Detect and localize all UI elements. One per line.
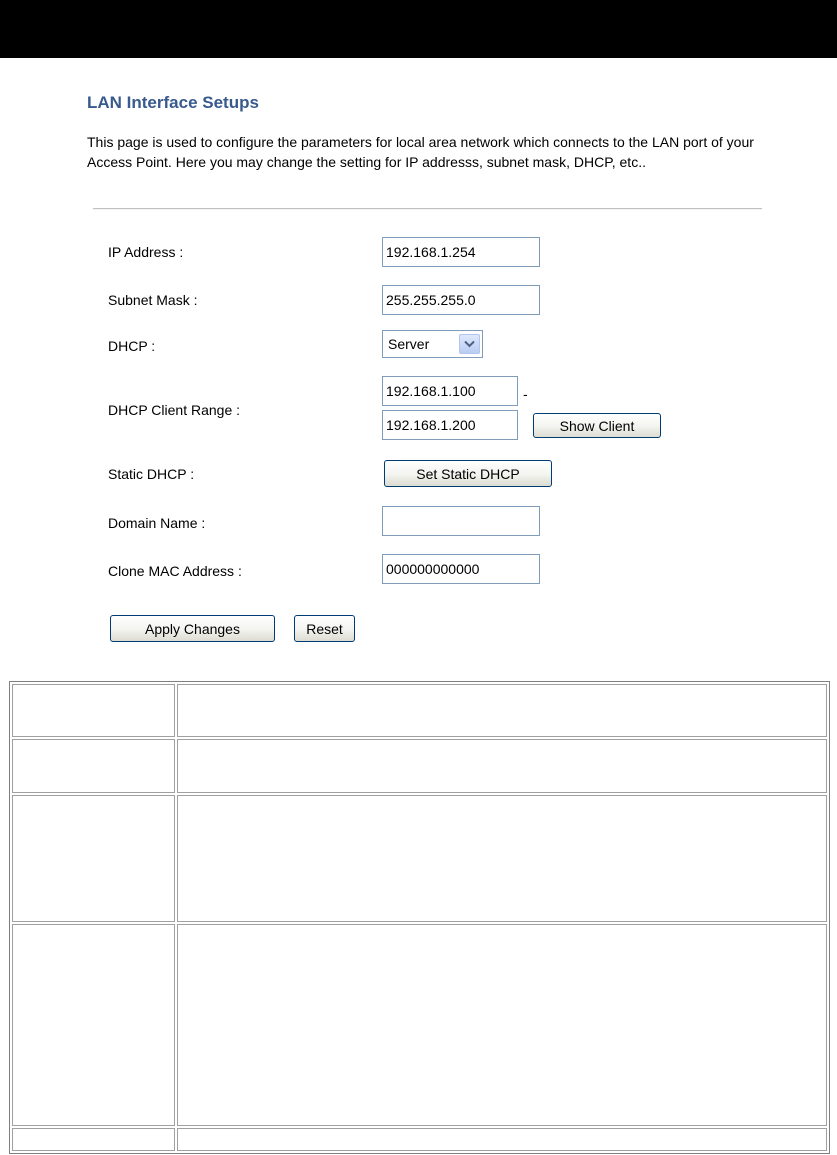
dhcp-select[interactable] xyxy=(382,330,483,358)
reset-button[interactable]: Reset xyxy=(294,615,355,642)
clone-mac-input[interactable] xyxy=(382,554,540,584)
chevron-down-icon[interactable] xyxy=(459,334,480,354)
table-cell-description xyxy=(177,795,827,922)
dhcp-range-start-input[interactable] xyxy=(382,376,518,406)
table-cell-name xyxy=(12,1128,175,1151)
table-cell-description xyxy=(177,739,827,792)
dhcp-client-range-label: DHCP Client Range : xyxy=(108,402,241,418)
top-banner xyxy=(0,0,837,58)
table-row xyxy=(12,739,827,792)
table-row xyxy=(12,795,827,922)
table-row xyxy=(12,684,827,737)
table-cell-name xyxy=(12,924,175,1126)
parameter-table xyxy=(9,681,830,1154)
show-client-button[interactable]: Show Client xyxy=(533,413,661,438)
set-static-dhcp-button[interactable]: Set Static DHCP xyxy=(384,460,552,487)
page-description: This page is used to configure the parameters for local area network which connects to the LAN port of your Access Point. Here you may change the setting for IP addresss, subnet mask, DHCP, etc.. xyxy=(87,134,754,170)
table-cell-description xyxy=(177,924,827,1126)
domain-name-label: Domain Name : xyxy=(108,515,206,531)
table-cell-description xyxy=(177,1128,827,1151)
dhcp-select-value: Server xyxy=(388,336,430,352)
dhcp-range-end-input[interactable] xyxy=(382,410,518,440)
table-cell-name xyxy=(12,684,175,737)
divider xyxy=(93,208,762,210)
apply-changes-button[interactable]: Apply Changes xyxy=(110,615,275,642)
dhcp-label: DHCP : xyxy=(108,338,156,354)
ip-address-input[interactable] xyxy=(382,237,540,267)
clone-mac-label: Clone MAC Address : xyxy=(108,563,242,579)
table-row xyxy=(12,1128,827,1151)
subnet-mask-input[interactable] xyxy=(382,285,540,315)
domain-name-input[interactable] xyxy=(382,506,540,536)
subnet-mask-label: Subnet Mask : xyxy=(108,292,198,308)
ip-address-label: IP Address : xyxy=(108,244,184,260)
table-cell-name xyxy=(12,739,175,792)
page-title: LAN Interface Setups xyxy=(87,93,259,112)
table-row xyxy=(12,924,827,1126)
table-cell-description xyxy=(177,684,827,737)
range-separator: - xyxy=(523,386,528,402)
table-cell-name xyxy=(12,795,175,922)
static-dhcp-label: Static DHCP : xyxy=(108,466,195,482)
